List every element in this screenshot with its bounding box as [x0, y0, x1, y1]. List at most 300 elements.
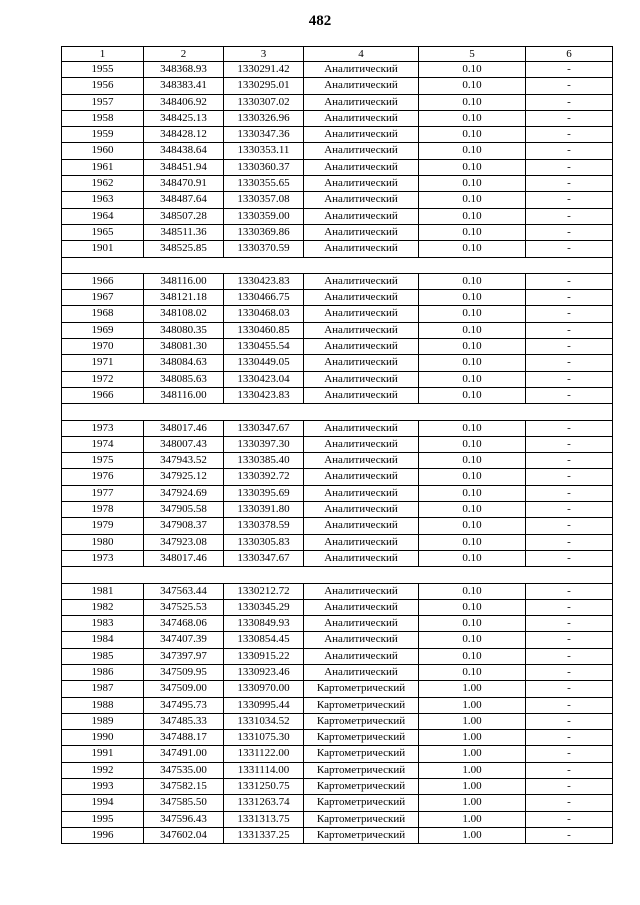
- table-row: [62, 583, 613, 599]
- table-row: [62, 746, 613, 762]
- table-cell: 348116.00: [144, 273, 224, 289]
- table-cell: Аналитический: [304, 241, 419, 257]
- table-cell: 0.10: [419, 208, 526, 224]
- table-cell: 347602.04: [144, 827, 224, 843]
- table-row: [62, 159, 613, 175]
- table-cell: Аналитический: [304, 502, 419, 518]
- table-cell: Аналитический: [304, 485, 419, 501]
- table-cell: 1331034.52: [224, 713, 304, 729]
- table-cell: -: [526, 453, 613, 469]
- coordinates-table: [61, 46, 613, 844]
- table-cell: -: [526, 127, 613, 143]
- table-cell: 1984: [62, 632, 144, 648]
- table-cell: 1330291.42: [224, 62, 304, 78]
- table-cell: 1996: [62, 827, 144, 843]
- table-cell: 0.10: [419, 453, 526, 469]
- table-cell: 1.00: [419, 795, 526, 811]
- table-cell: 0.10: [419, 599, 526, 615]
- table-cell: 1958: [62, 110, 144, 126]
- table-cell: 347535.00: [144, 762, 224, 778]
- table-cell: 348084.63: [144, 355, 224, 371]
- table-cell: 1330212.72: [224, 583, 304, 599]
- table-cell: 1.00: [419, 762, 526, 778]
- table-cell: 1330468.03: [224, 306, 304, 322]
- separator-cell: [62, 404, 613, 420]
- table-cell: 0.10: [419, 192, 526, 208]
- table-cell: 1331313.75: [224, 811, 304, 827]
- table-cell: 0.10: [419, 469, 526, 485]
- table-cell: Аналитический: [304, 176, 419, 192]
- table-cell: Аналитический: [304, 632, 419, 648]
- table-cell: 1330355.65: [224, 176, 304, 192]
- table-cell: 1995: [62, 811, 144, 827]
- table-row: [62, 616, 613, 632]
- table-cell: Аналитический: [304, 387, 419, 403]
- table-cell: 347509.00: [144, 681, 224, 697]
- table-cell: 0.10: [419, 420, 526, 436]
- table-row: [62, 664, 613, 680]
- table-row: [62, 762, 613, 778]
- table-cell: 0.10: [419, 176, 526, 192]
- table-cell: 0.10: [419, 339, 526, 355]
- table-cell: 347908.37: [144, 518, 224, 534]
- table-row: [62, 534, 613, 550]
- table-row: [62, 290, 613, 306]
- table-cell: -: [526, 371, 613, 387]
- table-cell: Аналитический: [304, 290, 419, 306]
- table-row: [62, 550, 613, 566]
- table-cell: Аналитический: [304, 616, 419, 632]
- table-cell: 1981: [62, 583, 144, 599]
- table-row: [62, 176, 613, 192]
- table-cell: 1901: [62, 241, 144, 257]
- table-cell: 1330307.02: [224, 94, 304, 110]
- table-cell: Аналитический: [304, 664, 419, 680]
- table-cell: 1975: [62, 453, 144, 469]
- table-cell: 1330460.85: [224, 322, 304, 338]
- table-cell: Аналитический: [304, 339, 419, 355]
- table-cell: 348487.64: [144, 192, 224, 208]
- table-cell: -: [526, 648, 613, 664]
- table-cell: 347491.00: [144, 746, 224, 762]
- table-row: [62, 224, 613, 240]
- table-cell: 348121.18: [144, 290, 224, 306]
- table-cell: 1964: [62, 208, 144, 224]
- table-cell: 1330353.11: [224, 143, 304, 159]
- table-row: [62, 110, 613, 126]
- table-cell: 1330423.83: [224, 273, 304, 289]
- table-cell: -: [526, 306, 613, 322]
- table-row: [62, 453, 613, 469]
- table-cell: -: [526, 746, 613, 762]
- table-cell: Картометрический: [304, 713, 419, 729]
- table-cell: -: [526, 502, 613, 518]
- table-cell: 1.00: [419, 746, 526, 762]
- table-cell: Картометрический: [304, 746, 419, 762]
- table-cell: -: [526, 534, 613, 550]
- table-row: [62, 355, 613, 371]
- table-row: [62, 713, 613, 729]
- table-cell: 1971: [62, 355, 144, 371]
- table-cell: 1.00: [419, 697, 526, 713]
- table-cell: 348428.12: [144, 127, 224, 143]
- table-cell: 1331250.75: [224, 779, 304, 795]
- table-cell: -: [526, 469, 613, 485]
- table-cell: 1330391.80: [224, 502, 304, 518]
- table-cell: Картометрический: [304, 681, 419, 697]
- table-cell: 1331075.30: [224, 730, 304, 746]
- table-row: [62, 469, 613, 485]
- table-cell: 0.10: [419, 371, 526, 387]
- table-cell: Аналитический: [304, 224, 419, 240]
- table-cell: -: [526, 664, 613, 680]
- table-cell: 348507.28: [144, 208, 224, 224]
- table-cell: Картометрический: [304, 779, 419, 795]
- table-cell: Картометрический: [304, 795, 419, 811]
- table-cell: -: [526, 387, 613, 403]
- table-cell: 348451.94: [144, 159, 224, 175]
- table-cell: Аналитический: [304, 436, 419, 452]
- table-cell: 1.00: [419, 811, 526, 827]
- table-cell: -: [526, 616, 613, 632]
- table-cell: 0.10: [419, 290, 526, 306]
- table-cell: Аналитический: [304, 453, 419, 469]
- table-cell: 1330449.05: [224, 355, 304, 371]
- table-cell: -: [526, 599, 613, 615]
- table-cell: 348017.46: [144, 420, 224, 436]
- table-cell: 1979: [62, 518, 144, 534]
- table-cell: 1965: [62, 224, 144, 240]
- table-cell: -: [526, 224, 613, 240]
- table-cell: 348116.00: [144, 387, 224, 403]
- table-cell: 1986: [62, 664, 144, 680]
- table-cell: 1970: [62, 339, 144, 355]
- table-cell: 1330854.45: [224, 632, 304, 648]
- separator-cell: [62, 567, 613, 583]
- table-cell: 1330466.75: [224, 290, 304, 306]
- table-cell: -: [526, 208, 613, 224]
- table-cell: 347563.44: [144, 583, 224, 599]
- table-cell: 347905.58: [144, 502, 224, 518]
- table-cell: 1331122.00: [224, 746, 304, 762]
- table-row: [62, 387, 613, 403]
- table-cell: 348080.35: [144, 322, 224, 338]
- table-cell: 347468.06: [144, 616, 224, 632]
- separator-row: [62, 404, 613, 420]
- table-cell: 1330395.69: [224, 485, 304, 501]
- table-cell: 1988: [62, 697, 144, 713]
- table-cell: 348511.36: [144, 224, 224, 240]
- table-cell: 1974: [62, 436, 144, 452]
- table-cell: Аналитический: [304, 420, 419, 436]
- table-cell: 1966: [62, 387, 144, 403]
- table-cell: 348007.43: [144, 436, 224, 452]
- table-cell: Аналитический: [304, 78, 419, 94]
- table-cell: 1331114.00: [224, 762, 304, 778]
- table-cell: 1973: [62, 420, 144, 436]
- table-cell: 1977: [62, 485, 144, 501]
- table-cell: 348368.93: [144, 62, 224, 78]
- table-cell: 1.00: [419, 779, 526, 795]
- table-cell: 1993: [62, 779, 144, 795]
- table-cell: -: [526, 420, 613, 436]
- table-cell: Аналитический: [304, 192, 419, 208]
- table-cell: 348470.91: [144, 176, 224, 192]
- table-cell: -: [526, 550, 613, 566]
- table-cell: 1330369.86: [224, 224, 304, 240]
- column-header: 2: [144, 47, 224, 62]
- table-cell: -: [526, 94, 613, 110]
- table-cell: 1331263.74: [224, 795, 304, 811]
- table-cell: 1987: [62, 681, 144, 697]
- table-cell: 348383.41: [144, 78, 224, 94]
- table-cell: Картометрический: [304, 762, 419, 778]
- table-cell: 1330423.04: [224, 371, 304, 387]
- table-cell: 347397.97: [144, 648, 224, 664]
- table-cell: 348017.46: [144, 550, 224, 566]
- table-cell: 1976: [62, 469, 144, 485]
- table-row: [62, 62, 613, 78]
- table-cell: 1331337.25: [224, 827, 304, 843]
- table-cell: 1980: [62, 534, 144, 550]
- table-cell: 1330326.96: [224, 110, 304, 126]
- table-row: [62, 143, 613, 159]
- table-cell: 0.10: [419, 502, 526, 518]
- table-cell: Картометрический: [304, 730, 419, 746]
- table-cell: -: [526, 518, 613, 534]
- table-cell: Аналитический: [304, 583, 419, 599]
- table-row: [62, 632, 613, 648]
- table-cell: 347943.52: [144, 453, 224, 469]
- table-cell: 0.10: [419, 518, 526, 534]
- table-cell: Аналитический: [304, 550, 419, 566]
- table-cell: 1330995.44: [224, 697, 304, 713]
- table-cell: Картометрический: [304, 697, 419, 713]
- table-cell: -: [526, 339, 613, 355]
- table-cell: Аналитический: [304, 322, 419, 338]
- table-cell: 1330295.01: [224, 78, 304, 94]
- table-row: [62, 811, 613, 827]
- table-cell: 1991: [62, 746, 144, 762]
- table-cell: 1972: [62, 371, 144, 387]
- table-row: [62, 420, 613, 436]
- table-cell: 347407.39: [144, 632, 224, 648]
- table-cell: 347485.33: [144, 713, 224, 729]
- table-row: [62, 371, 613, 387]
- table-cell: Аналитический: [304, 273, 419, 289]
- table-cell: 1973: [62, 550, 144, 566]
- table-cell: 0.10: [419, 387, 526, 403]
- table-cell: -: [526, 62, 613, 78]
- table-cell: 1983: [62, 616, 144, 632]
- table-cell: 1955: [62, 62, 144, 78]
- table-row: [62, 485, 613, 501]
- table-cell: -: [526, 827, 613, 843]
- table-cell: -: [526, 192, 613, 208]
- table-cell: Картометрический: [304, 827, 419, 843]
- table-cell: Картометрический: [304, 811, 419, 827]
- table-cell: Аналитический: [304, 306, 419, 322]
- table-cell: 1330970.00: [224, 681, 304, 697]
- table-cell: -: [526, 811, 613, 827]
- table-cell: 0.10: [419, 322, 526, 338]
- table-cell: 1990: [62, 730, 144, 746]
- table-cell: 348525.85: [144, 241, 224, 257]
- table-cell: Аналитический: [304, 469, 419, 485]
- table-cell: 1959: [62, 127, 144, 143]
- table-cell: Аналитический: [304, 648, 419, 664]
- table-cell: 1330305.83: [224, 534, 304, 550]
- table-cell: 348085.63: [144, 371, 224, 387]
- table-cell: 0.10: [419, 127, 526, 143]
- separator-row: [62, 257, 613, 273]
- table-cell: -: [526, 355, 613, 371]
- table-cell: Аналитический: [304, 208, 419, 224]
- table-cell: 1994: [62, 795, 144, 811]
- table-row: [62, 518, 613, 534]
- table-cell: 1.00: [419, 730, 526, 746]
- table-row: [62, 730, 613, 746]
- table-row: [62, 241, 613, 257]
- table-row: [62, 94, 613, 110]
- table-cell: 1968: [62, 306, 144, 322]
- table-cell: 347923.08: [144, 534, 224, 550]
- table-cell: -: [526, 681, 613, 697]
- table-row: [62, 697, 613, 713]
- table-cell: 0.10: [419, 485, 526, 501]
- table-cell: 1330347.67: [224, 420, 304, 436]
- table-cell: Аналитический: [304, 355, 419, 371]
- table-cell: 1.00: [419, 681, 526, 697]
- table-cell: 348438.64: [144, 143, 224, 159]
- table-cell: -: [526, 322, 613, 338]
- table-cell: 0.10: [419, 78, 526, 94]
- table-cell: 0.10: [419, 632, 526, 648]
- table-cell: 1330347.67: [224, 550, 304, 566]
- table-row: [62, 827, 613, 843]
- table-cell: -: [526, 290, 613, 306]
- table-cell: 0.10: [419, 534, 526, 550]
- table-row: [62, 795, 613, 811]
- table-cell: -: [526, 697, 613, 713]
- table-cell: 1330370.59: [224, 241, 304, 257]
- table-cell: -: [526, 241, 613, 257]
- table-row: [62, 599, 613, 615]
- table-row: [62, 339, 613, 355]
- table-cell: 0.10: [419, 241, 526, 257]
- page-number: 482: [308, 13, 332, 29]
- table-cell: Аналитический: [304, 143, 419, 159]
- table-cell: 1330360.37: [224, 159, 304, 175]
- table-row: [62, 273, 613, 289]
- table-cell: 1989: [62, 713, 144, 729]
- table-cell: 1330378.59: [224, 518, 304, 534]
- table-cell: 1.00: [419, 713, 526, 729]
- table-cell: 347924.69: [144, 485, 224, 501]
- table-cell: Аналитический: [304, 110, 419, 126]
- separator-cell: [62, 257, 613, 273]
- table-cell: 1.00: [419, 827, 526, 843]
- table-cell: 0.10: [419, 648, 526, 664]
- table-cell: -: [526, 713, 613, 729]
- table-cell: 1963: [62, 192, 144, 208]
- table-cell: 1960: [62, 143, 144, 159]
- table-cell: 347495.73: [144, 697, 224, 713]
- table-cell: 0.10: [419, 355, 526, 371]
- table-cell: 1330923.46: [224, 664, 304, 680]
- table-cell: 347925.12: [144, 469, 224, 485]
- table-row: [62, 502, 613, 518]
- column-header: 5: [419, 47, 526, 62]
- table-cell: 0.10: [419, 224, 526, 240]
- table-cell: 347582.15: [144, 779, 224, 795]
- table-cell: Аналитический: [304, 94, 419, 110]
- table-cell: 347509.95: [144, 664, 224, 680]
- table-cell: 348108.02: [144, 306, 224, 322]
- table-row: [62, 648, 613, 664]
- table-cell: -: [526, 176, 613, 192]
- table-cell: 348081.30: [144, 339, 224, 355]
- table-cell: 1956: [62, 78, 144, 94]
- table-cell: 1330357.08: [224, 192, 304, 208]
- table-cell: 1330385.40: [224, 453, 304, 469]
- table-cell: -: [526, 78, 613, 94]
- table-cell: 348406.92: [144, 94, 224, 110]
- table-cell: 1982: [62, 599, 144, 615]
- table-cell: -: [526, 583, 613, 599]
- table-cell: 0.10: [419, 664, 526, 680]
- table-row: [62, 322, 613, 338]
- table-cell: 1961: [62, 159, 144, 175]
- table-cell: 0.10: [419, 583, 526, 599]
- table-row: [62, 192, 613, 208]
- table-cell: 0.10: [419, 616, 526, 632]
- table-cell: Аналитический: [304, 371, 419, 387]
- table-cell: 0.10: [419, 273, 526, 289]
- table-cell: Аналитический: [304, 534, 419, 550]
- table-cell: -: [526, 632, 613, 648]
- column-header: 3: [224, 47, 304, 62]
- table-cell: 1330397.30: [224, 436, 304, 452]
- table-cell: -: [526, 762, 613, 778]
- table-cell: 0.10: [419, 94, 526, 110]
- table-cell: Аналитический: [304, 62, 419, 78]
- table-row: [62, 208, 613, 224]
- table-cell: 0.10: [419, 62, 526, 78]
- table-cell: Аналитический: [304, 159, 419, 175]
- table-cell: 347585.50: [144, 795, 224, 811]
- table-row: [62, 779, 613, 795]
- table-cell: 1985: [62, 648, 144, 664]
- column-header: 1: [62, 47, 144, 62]
- table-cell: 347488.17: [144, 730, 224, 746]
- table-cell: 347596.43: [144, 811, 224, 827]
- table-cell: 1967: [62, 290, 144, 306]
- table-cell: 0.10: [419, 436, 526, 452]
- table-cell: -: [526, 159, 613, 175]
- table-row: [62, 78, 613, 94]
- table-cell: 1330347.36: [224, 127, 304, 143]
- table-cell: 0.10: [419, 110, 526, 126]
- column-header: 6: [526, 47, 613, 62]
- table-cell: -: [526, 730, 613, 746]
- table-row: [62, 436, 613, 452]
- table-cell: 1330915.22: [224, 648, 304, 664]
- table-cell: 348425.13: [144, 110, 224, 126]
- table-cell: 1966: [62, 273, 144, 289]
- column-header: 4: [304, 47, 419, 62]
- table-cell: -: [526, 795, 613, 811]
